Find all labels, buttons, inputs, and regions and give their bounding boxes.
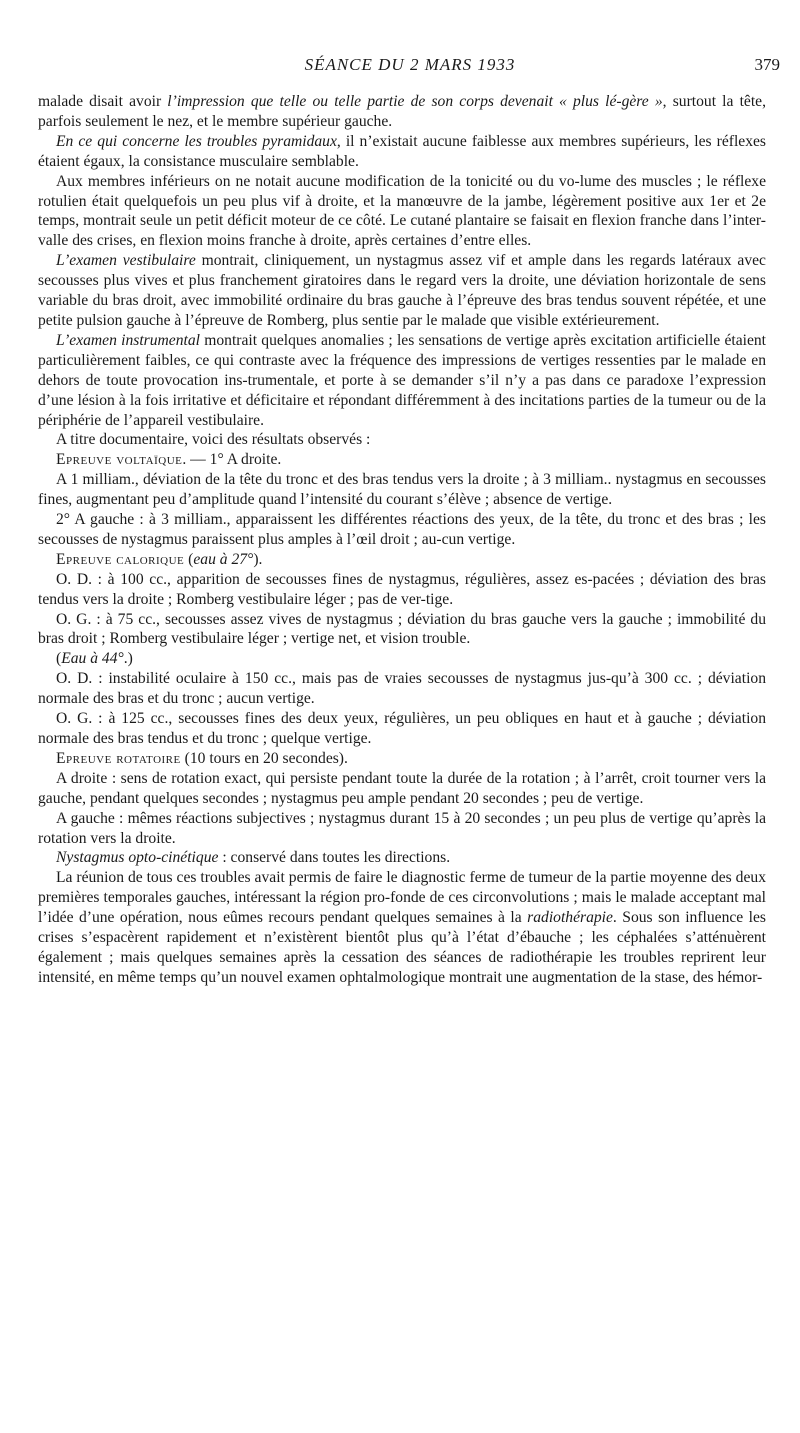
text-run: , il n’existait aucune faiblesse aux membres supérieurs, les réflexes étaient égaux, la consistance musculaire semblable. bbox=[38, 132, 766, 170]
paragraph bbox=[38, 470, 766, 510]
text-run: O. D. : instabilité oculaire à 150 cc., mais pas de vraies secousses de nystagmus jus-qu’à 300 cc. ; déviation normale des bras et du tronc ; aucun vertige. bbox=[38, 670, 766, 708]
paragraph bbox=[38, 331, 766, 431]
text-run: eau à 27° bbox=[193, 550, 254, 568]
paragraph bbox=[38, 809, 766, 849]
text-run: Nystagmus opto-cinétique bbox=[56, 849, 219, 867]
text-run: Epreuve rotatoire bbox=[56, 749, 181, 767]
paragraph bbox=[38, 610, 766, 650]
text-run: L’examen vestibulaire bbox=[56, 252, 196, 270]
text-run: En ce qui concerne les troubles pyramidaux bbox=[56, 132, 337, 150]
paragraph bbox=[38, 510, 766, 550]
text-run: Epreuve calorique bbox=[56, 550, 185, 568]
paragraph bbox=[38, 848, 766, 868]
paragraph bbox=[38, 550, 766, 570]
text-run: : conservé dans toutes les directions. bbox=[218, 849, 451, 867]
text-run: (10 tours en 20 secondes). bbox=[180, 749, 348, 767]
paragraph bbox=[38, 570, 766, 610]
text-run: montrait, cliniquement, un nystagmus assez vif et ample dans les regards latéraux avec secousses plus vives et plus franchement giratoires dans le regard vers la droite, une déviation horizontale de sens variable du bras droit, avec immobilité ordinaire du bras gauche à l’épreuve des bras tendus souvent répétée, et une petite pulsion gauche à l’épreuve de Romberg, plus sentie par le malade que visible extérieurement. bbox=[38, 252, 766, 329]
running-header bbox=[40, 55, 780, 79]
text-run: Epreuve voltaïque bbox=[56, 451, 183, 469]
text-run: O. G. : à 75 cc., secousses assez vives de nystagmus ; déviation du bras gauche vers la gauche ; immobilité du bras droit ; Romberg vestibulaire léger ; vertige net, et vision trouble. bbox=[38, 610, 766, 648]
paragraph bbox=[38, 92, 766, 132]
paragraph bbox=[38, 669, 766, 709]
paragraph bbox=[38, 430, 766, 450]
paragraph bbox=[38, 172, 766, 252]
paragraph bbox=[38, 251, 766, 331]
text-run: Eau à 44° bbox=[61, 650, 124, 668]
text-run: A gauche : mêmes réactions subjectives ; nystagmus durant 15 à 20 secondes ; un peu plus de vertige qu’après la rotation vers la droite. bbox=[38, 809, 766, 847]
text-run: A 1 milliam., déviation de la tête du tronc et des bras tendus vers la droite ; à 3 milliam.. nystagmus en secousses fines, augmentant peu d’amplitude quand l’intensité du courant s’élève ; absence de vertige. bbox=[38, 471, 766, 509]
text-run: malade disait avoir bbox=[38, 93, 168, 110]
text-run: l’impression que telle ou telle partie de son corps devenait « plus lé-gère » bbox=[167, 93, 663, 110]
text-run: ( bbox=[56, 650, 62, 668]
paragraph bbox=[38, 709, 766, 749]
text-run: ( bbox=[184, 550, 194, 568]
text-run: A droite : sens de rotation exact, qui persiste pendant toute la durée de la rotation ; à l’arrêt, croit tourner vers la gauche, pendant quelques secondes ; nystagmus peu ample pendant 20 secondes ; peu de vertige. bbox=[38, 769, 766, 807]
text-run: radiothérapie bbox=[527, 909, 613, 927]
paragraph bbox=[38, 769, 766, 809]
page-number: 379 bbox=[754, 55, 780, 74]
header-title: SÉANCE DU 2 MARS 1933 bbox=[304, 55, 516, 74]
paragraph bbox=[38, 450, 766, 470]
text-run: ). bbox=[253, 550, 263, 568]
text-run: , surtout la tête, parfois seulement le nez, et le membre supérieur gauche. bbox=[38, 93, 766, 130]
text-run: L’examen instrumental bbox=[56, 331, 200, 349]
text-run: La réunion de tous ces troubles avait permis de faire le diagnostic ferme de tumeur de la partie moyenne des deux premières temporales gauches, intéressant la région pro-fonde de ces circonvolutions ; mais le malade acceptant mal l’idée d’une opération, nous eûmes recours pendant quelques semaines à la bbox=[38, 869, 766, 927]
paragraph bbox=[38, 749, 766, 769]
text-run: O. G. : à 125 cc., secousses fines des deux yeux, régulières, un peu obliques en haut et à gauche ; déviation normale des bras tendus et du tronc ; quelque vertige. bbox=[38, 710, 766, 747]
text-run: montrait quelques anomalies ; les sensations de vertige après excitation artificielle étaient particulièrement faibles, ce qui contraste avec la fréquence des impressions de vertiges ressenties par le malade en dehors de toute provocation ins-trumentale, et porte à se demander s’il n’y a pas dans ce paradoxe l’expression d’une lésion à la fois irritative et déficitaire et répondant différemment à des incitations parties de la tumeur ou de la périphérie de l’appareil vestibulaire. bbox=[38, 331, 767, 429]
text-run: .) bbox=[123, 650, 133, 668]
paragraph bbox=[38, 649, 766, 669]
paragraph bbox=[38, 132, 766, 172]
text-run: 2° A gauche : à 3 milliam., apparaissent les différentes réactions des yeux, de la tête, du tronc et des bras ; les secousses de nystagmus paraissent plus amples à l’œil droit ; au-cun vertige. bbox=[38, 511, 766, 548]
article-body bbox=[38, 92, 766, 988]
paragraph bbox=[38, 868, 766, 987]
text-run: A titre documentaire, voici des résultats observés : bbox=[56, 431, 371, 449]
text-run: Aux membres inférieurs on ne notait aucune modification de la tonicité ou du vo-lume des muscles ; le réflexe rotulien était quelquefois un peu plus vif à droite, et la manœuvre de la jambe, légèrement positive aux 1er et 2e temps, montrait seule un petit déficit moteur de ce côté. Le cutané plantaire se faisait en flexion franche dans l’inter-valle des crises, en flexion moins franche à droite, après certaines d’entre elles. bbox=[38, 172, 766, 250]
text-run: . — 1° A droite. bbox=[182, 451, 282, 469]
text-run: . Sous son influence les crises s’espacèrent rapidement et n’existèrent bientôt plus qu’à l’état d’ébauche ; les céphalées s’atténuèrent également ; mais quelques semaines après la cessation des séances de radiothérapie les troubles reprirent leur intensité, en même temps qu’un nouvel examen ophtalmologique montrait une augmentation de la stase, des hémor- bbox=[38, 909, 766, 986]
text-run: O. D. : à 100 cc., apparition de secousses fines de nystagmus, régulières, assez es-pacées ; déviation des bras tendus vers la droite ; Romberg vestibulaire léger ; pas de ver-tige. bbox=[38, 570, 766, 608]
